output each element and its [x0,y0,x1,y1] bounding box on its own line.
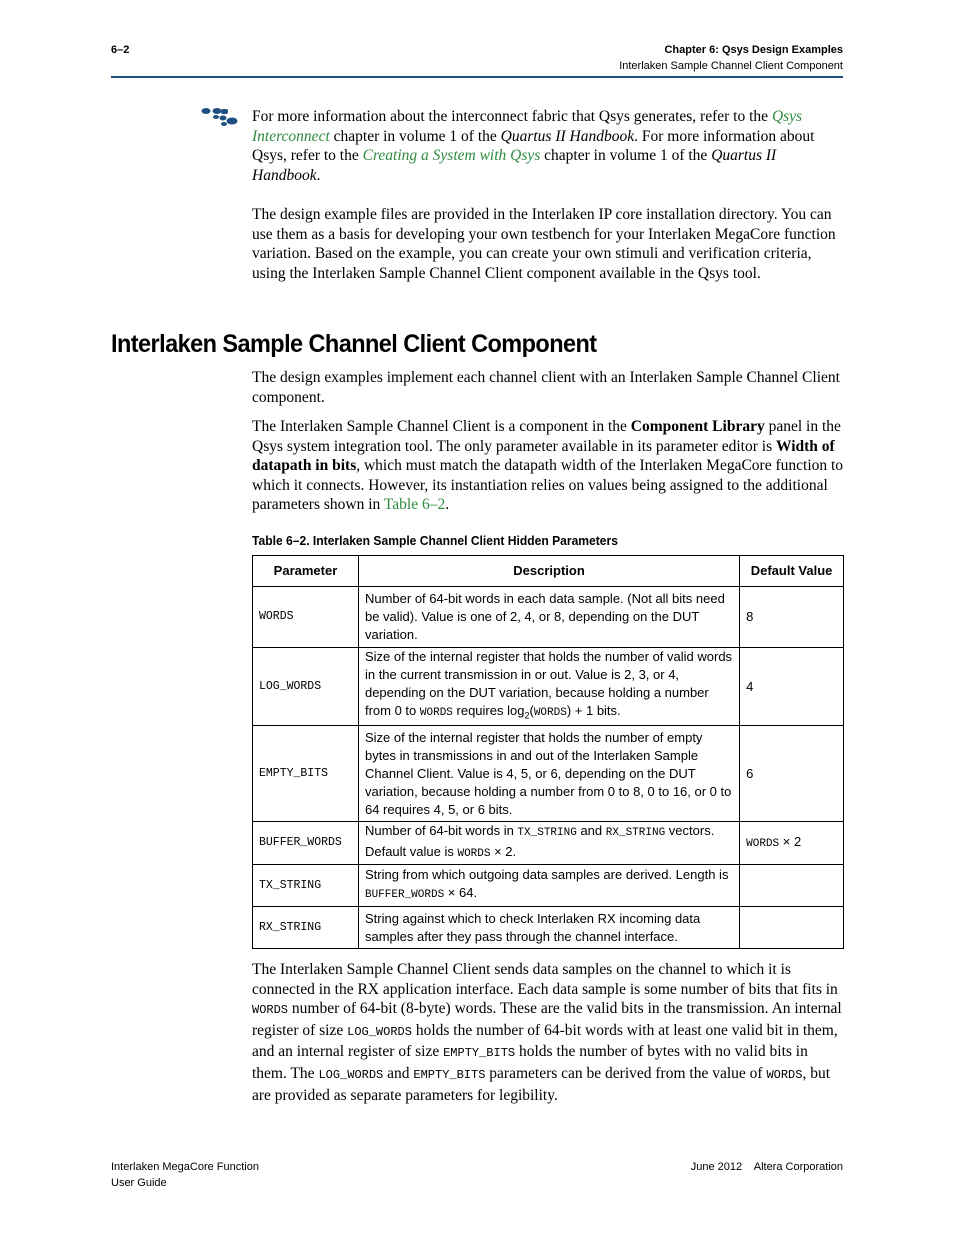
table-header-row [253,556,844,587]
header-rule [111,76,843,78]
column-header-default: Default Value [740,556,844,587]
creating-system-link[interactable]: Creating a System with Qsys [362,147,541,165]
chapter-title: Chapter 6: Qsys Design Examples [664,44,843,56]
column-header-parameter: Parameter [253,556,359,587]
description-cell: Number of 64-bit words in each data sample. (Not all bits need be valid). Value is one of 2, 4, or 8, depending on the DUT variation. [358,587,739,648]
table-row [253,822,844,865]
table-caption: Table 6–2. Interlaken Sample Channel Client Hidden Parameters [252,533,618,548]
intro-paragraph: The design example files are provided in the Interlaken IP core installation directory. You can use them as a basis for developing your own testbench for your Interlaken MegaCore function variation. Based on the example, you can create your own stimuli and verification criteria, using the Interlaken Sample Channel Client component available in the Qsys tool. [252,206,836,282]
default-cell: 6 [740,726,844,822]
table-row [253,907,844,949]
param-cell: WORDS [253,587,359,648]
qsys-interconnect-link[interactable]: Qsys Interconnect [252,108,803,145]
table-row [253,726,844,822]
description-cell: Size of the internal register that holds the number of empty bytes in transmissions in and out of the Interlaken Sample Channel Client. Value is 4, 5, or 6, depending on the DUT variation, because holding a number from 0 to 8, 0 to 16, or 0 to 64 requires 4, 5, or 6 bits. [358,726,739,822]
param-cell: LOG_WORDS [253,648,359,726]
default-cell: 8 [740,587,844,648]
default-cell [740,907,844,949]
footer-doc-title: Interlaken MegaCore Function [111,1161,259,1173]
table-row [253,587,844,648]
default-cell: 4 [740,648,844,726]
default-cell: WORDS × 2 [740,822,844,865]
table-6-2-link[interactable]: Table 6–2 [383,496,446,514]
param-cell: RX_STRING [253,907,359,949]
parameters-table [252,555,844,949]
section-heading: Interlaken Sample Channel Client Component [111,330,597,358]
description-cell: String from which outgoing data samples are derived. Length is BUFFER_WORDS × 64. [358,865,739,907]
description-cell: String against which to check Interlaken RX incoming data samples after they pass through the channel interface. [358,907,739,949]
hand-pointer-icon [200,106,240,128]
table-row [253,865,844,907]
param-cell: BUFFER_WORDS [253,822,359,865]
param-cell: EMPTY_BITS [253,726,359,822]
note-paragraph: For more information about the interconnect fabric that Qsys generates, refer to the Qsys Interconnect chapter in volume 1 of the Quartus II Handbook. For more information about Qsys, refer to the Creating a System with Qsys chapter in volume 1 of the Quartus II Handbook. [252,108,815,184]
paragraph-design-examples: The design examples implement each channel client with an Interlaken Sample Channel Client component. [252,369,840,406]
footer-date-company: June 2012 Altera Corporation [690,1161,843,1173]
table-row [253,648,844,726]
description-cell: Number of 64-bit words in TX_STRING and RX_STRING vectors. Default value is WORDS × 2. [358,822,739,865]
page-number: 6–2 [111,44,130,56]
paragraph-component-library: The Interlaken Sample Channel Client is a component in the Component Library panel in the Qsys system integration tool. The only parameter available in its parameter editor is Width of datapath in bits, which must match the datapath width of the Interlaken MegaCore function to which it connects. However, its instantiation relies on values being assigned to the additional parameters shown in Table 6–2. [252,418,844,514]
section-title: Interlaken Sample Channel Client Component [619,60,843,72]
default-cell [740,865,844,907]
param-cell: TX_STRING [253,865,359,907]
footer-doc-type: User Guide [111,1177,167,1189]
column-header-description: Description [358,556,739,587]
description-cell: Size of the internal register that holds the number of valid words in the current transmission in or out. Value is 2, 3, or 4, depending on the DUT variation, because holding a number from 0 to WORDS requires $\log_2(WORDS) + 1$ bits. [358,648,739,726]
paragraph-data-samples: The Interlaken Sample Channel Client sends data samples on the channel to which it is connected in the RX application interface. Each data sample is some number of bits that fits in WORDS number of 64-bit (8-byte) words. These are the valid bits in the transmission. An internal register of size LOG_WORDS holds the number of 64-bit words with at least one valid bit in them, and an internal register of size EMPTY_BITS holds the number of bytes with no valid bits in them. The LOG_WORDS and EMPTY_BITS parameters can be derived from the value of WORDS, but are provided as separate parameters for legibility. [252,961,842,1104]
